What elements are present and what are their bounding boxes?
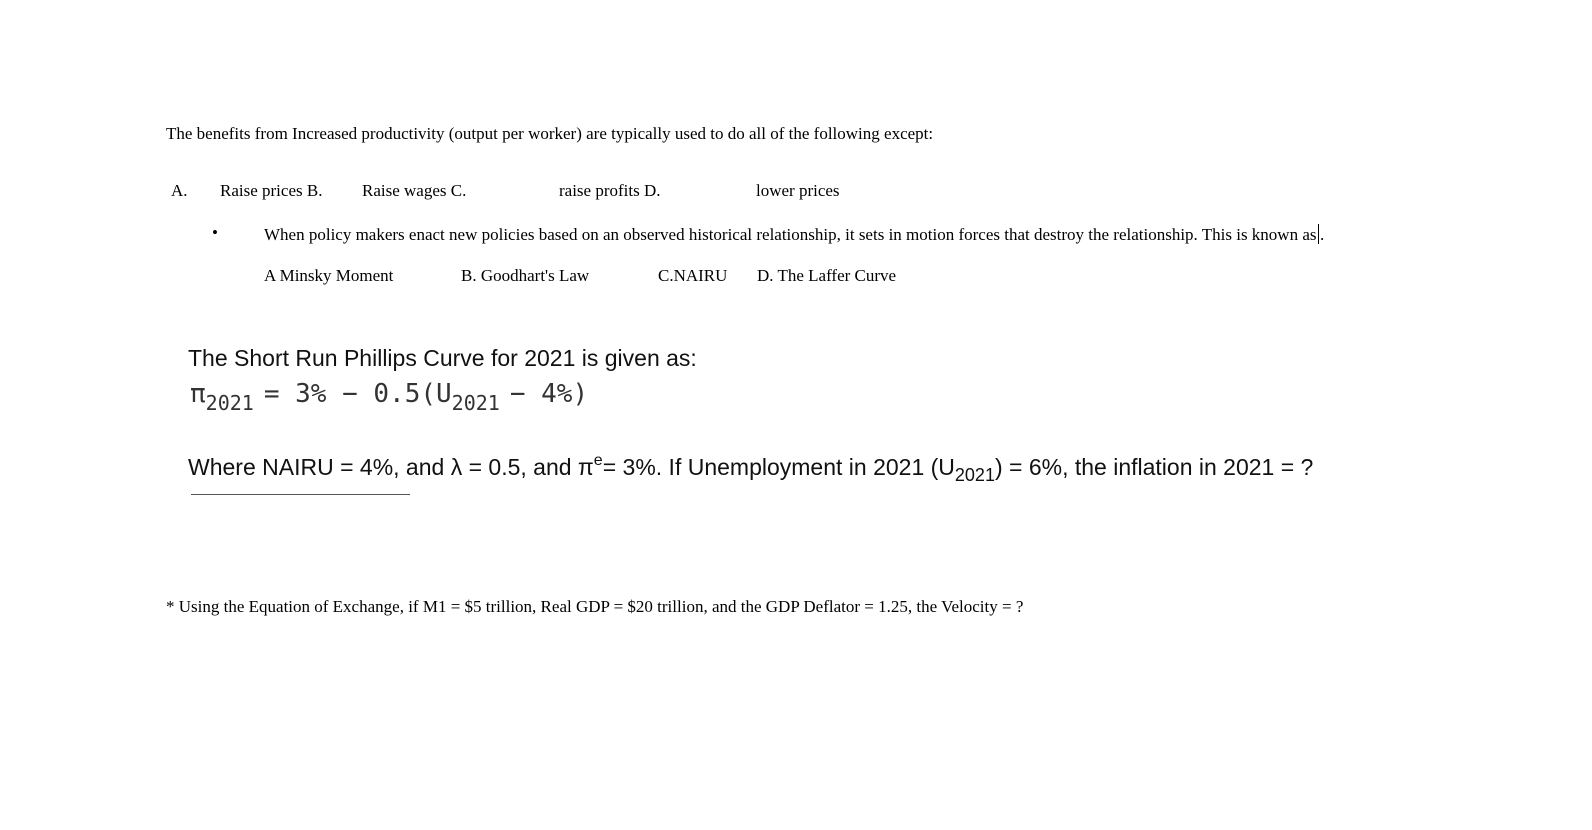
expected-superscript: e bbox=[593, 452, 603, 469]
option-raise-profits: raise profits D. bbox=[559, 181, 661, 200]
option-nairu: C.NAIRU bbox=[658, 266, 728, 285]
equation-middle: = 3% − 0.5(U bbox=[263, 379, 452, 409]
question-inflation-part1: Where NAIRU = 4%, and λ = 0.5, and π bbox=[188, 454, 594, 480]
equation-u-subscript: 2021 bbox=[451, 391, 500, 415]
option-raise-prices: Raise prices B. bbox=[220, 181, 323, 200]
phillips-curve-title: The Short Run Phillips Curve for 2021 is given as: bbox=[188, 345, 697, 371]
option-minsky-moment: A Minsky Moment bbox=[264, 266, 394, 285]
option-label-a: A. bbox=[171, 181, 188, 200]
option-laffer-curve: D. The Laffer Curve bbox=[757, 266, 897, 285]
option-lower-prices: lower prices bbox=[756, 181, 840, 200]
question-goodhart-text: When policy makers enact new policies based on an observed historical relationship, it sets in motion forces that destroy the relationship. This is known as bbox=[264, 225, 1317, 244]
option-raise-wages: Raise wages C. bbox=[362, 181, 467, 200]
question-inflation-part3: ) = 6%, the inflation in 2021 = ? bbox=[994, 454, 1314, 480]
question-goodhart-period: . bbox=[1320, 225, 1325, 244]
unemployment-subscript: 2021 bbox=[954, 465, 995, 485]
option-goodharts-law: B. Goodhart's Law bbox=[461, 266, 590, 285]
question-inflation bbox=[188, 452, 1313, 486]
list-bullet: • bbox=[212, 223, 218, 242]
answer-underline bbox=[191, 494, 410, 495]
equation-end: − 4%) bbox=[509, 379, 589, 409]
question-equation-of-exchange: * Using the Equation of Exchange, if M1 = $5 trillion, Real GDP = $20 trillion, and the GDP Deflator = 1.25, the Velocity = ? bbox=[166, 597, 1024, 616]
question-productivity: The benefits from Increased productivity (output per worker) are typically used to do all of the following except: bbox=[166, 124, 934, 143]
text-cursor bbox=[1318, 224, 1320, 244]
phillips-curve-equation bbox=[190, 379, 588, 415]
equation-pi: π bbox=[190, 379, 206, 409]
question-inflation-part2: = 3%. If Unemployment in 2021 (U bbox=[602, 454, 955, 480]
equation-pi-subscript: 2021 bbox=[205, 391, 254, 415]
question-goodhart[interactable] bbox=[264, 224, 1324, 245]
